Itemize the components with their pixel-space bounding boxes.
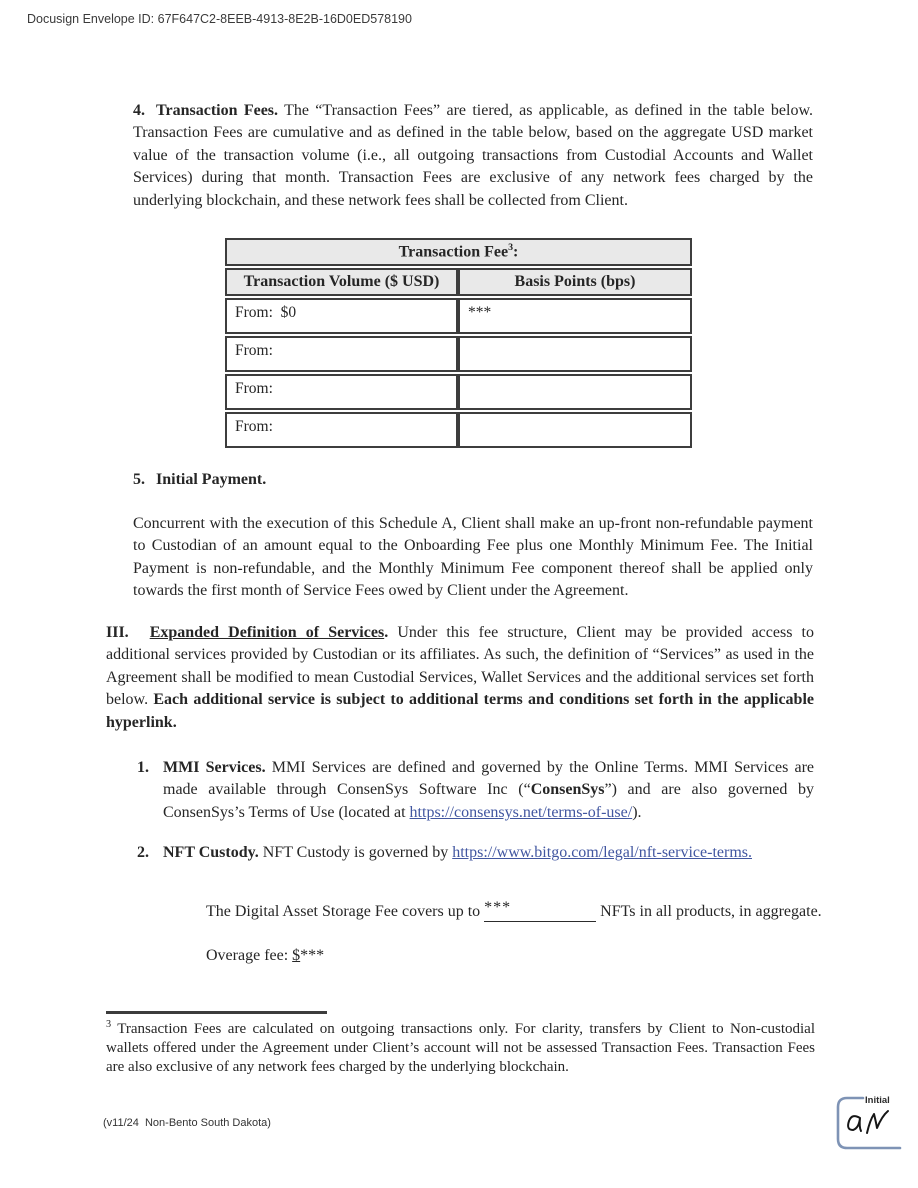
initial-tab-label: Initial [865, 1095, 890, 1106]
section-iii-expanded-definition-paragraph [106, 622, 814, 734]
overage-fee-currency: $ [292, 947, 301, 964]
footnote-3-marker: 3 [106, 1019, 112, 1030]
fee-row-4-volume: From: [225, 412, 458, 448]
item-2-number: 2. [137, 844, 149, 861]
table-row [225, 374, 692, 410]
item-2-body [163, 842, 814, 864]
table-row [225, 336, 692, 372]
docusign-initial-tab[interactable] [834, 1094, 910, 1158]
storage-fee-value: *** [484, 899, 512, 916]
item-1-text-1: MMI Services are defined and governed by the Online Terms. MMI Services are made available through ConsenSys Software Inc (“ [163, 759, 815, 799]
section-iii-body: Under this fee structure, Client may be provided access to additional services provided by Custodian or its affiliates. As such, the definition of “Services” as used in the Agreement shall be modified to mean Custodial Services, Wallet Services and the additional services set forth below. [106, 624, 814, 709]
footnote-3 [106, 1019, 815, 1077]
item-1-text-3: ). [632, 803, 642, 821]
fee-table-title: Transaction Fee [398, 243, 509, 261]
fee-row-3-bps [458, 374, 692, 410]
overage-fee-value: *** [300, 947, 325, 964]
section-iii-title: Expanded Definition of Services [149, 624, 385, 641]
bitgo-nft-terms-link[interactable]: https://www.bitgo.com/legal/nft-service-terms. [452, 844, 752, 861]
section-5-number: 5. [133, 471, 145, 488]
storage-fee-blank-field[interactable] [484, 899, 596, 922]
section-iii-title-period: . [384, 624, 389, 641]
item-2-title: NFT Custody. [163, 844, 259, 861]
list-item-mmi-services [137, 757, 814, 824]
section-5-initial-payment-paragraph: Concurrent with the execution of this Schedule A, Client shall make an up-front non-refundable payment to Custodian of an amount equal to the Onboarding Fee plus one Monthly Minimum Fee. The Initial Payment is non-refundable, and the Monthly Minimum Fee component thereof shall be applied only towards the first month of Service Fees owed by Client under the Agreement. [133, 515, 813, 600]
fee-table-title-cell [225, 238, 692, 266]
section-4-transaction-fees-paragraph [133, 100, 813, 212]
fee-table-title-footnote-ref: 3 [508, 242, 514, 254]
fee-row-4-bps [458, 412, 692, 448]
overage-fee-label: Overage fee: [206, 947, 293, 964]
fee-row-1-bps: *** [458, 298, 692, 334]
storage-fee-prefix: The Digital Asset Storage Fee covers up to [206, 903, 485, 920]
fee-row-1-volume: From: $0 [225, 298, 458, 334]
storage-fee-suffix: NFTs in all products, in aggregate. [596, 903, 822, 920]
fee-table-col2-header: Basis Points (bps) [458, 268, 692, 296]
transaction-fee-table [225, 236, 692, 450]
item-1-body [163, 757, 814, 824]
section-iii-number: III. [106, 624, 129, 641]
section-4-body: The “Transaction Fees” are tiered, as applicable, as defined in the table below. Transaction Fees are cumulative and as defined in the table below, based on the aggregate USD market value of the transaction volume (i.e., all outgoing transactions from Custodial Accounts and Wallet Services) during that month. Transaction Fees are exclusive of any network fees charged by the underlying blockchain, and these network fees shall be collected from Client. [133, 102, 813, 209]
consensys-terms-link[interactable]: https://consensys.net/terms-of-use/ [409, 803, 633, 821]
document-version-footer: (v11/24 Non-Bento South Dakota) [103, 1117, 271, 1129]
initials-handwriting-icon [842, 1102, 898, 1148]
section-4-title: Transaction Fees. [156, 102, 279, 119]
table-row [225, 412, 692, 448]
footnote-3-text: Transaction Fees are calculated on outgoing transactions only. For clarity, transfers by Client to Non-custodial wallets offered under the Agreement under Client’s account will not be assessed Transaction Fees. Transaction Fees are also exclusive of any network fees charged by the underlying blockchain. [106, 1021, 815, 1076]
docusign-envelope-id: Docusign Envelope ID: 67F647C2-8EEB-4913-8E2B-16D0ED578190 [27, 12, 412, 26]
footnote-separator-rule [106, 1011, 327, 1014]
section-5-heading [133, 471, 266, 489]
item-1-number: 1. [137, 759, 149, 776]
section-iii-bold-sentence: Each additional service is subject to additional terms and conditions set forth in the applicable hyperlink. [106, 691, 815, 731]
list-item-nft-custody [137, 842, 814, 864]
section-5-title: Initial Payment. [156, 471, 267, 488]
section-4-number: 4. [133, 102, 145, 119]
overage-fee-line [190, 929, 324, 983]
table-row [225, 298, 692, 334]
fee-table-col1-header: Transaction Volume ($ USD) [225, 268, 458, 296]
item-1-title: MMI Services. [163, 759, 266, 776]
item-1-text-2: ”) and are also governed by ConsenSys’s Terms of Use (located at [163, 781, 815, 821]
fee-row-3-volume: From: [225, 374, 458, 410]
fee-row-2-volume: From: [225, 336, 458, 372]
fee-row-2-bps [458, 336, 692, 372]
item-1-bold-consensys: ConsenSys [530, 781, 605, 799]
item-2-text-1: NFT Custody is governed by [258, 844, 453, 861]
fee-table-title-colon: : [513, 243, 519, 261]
